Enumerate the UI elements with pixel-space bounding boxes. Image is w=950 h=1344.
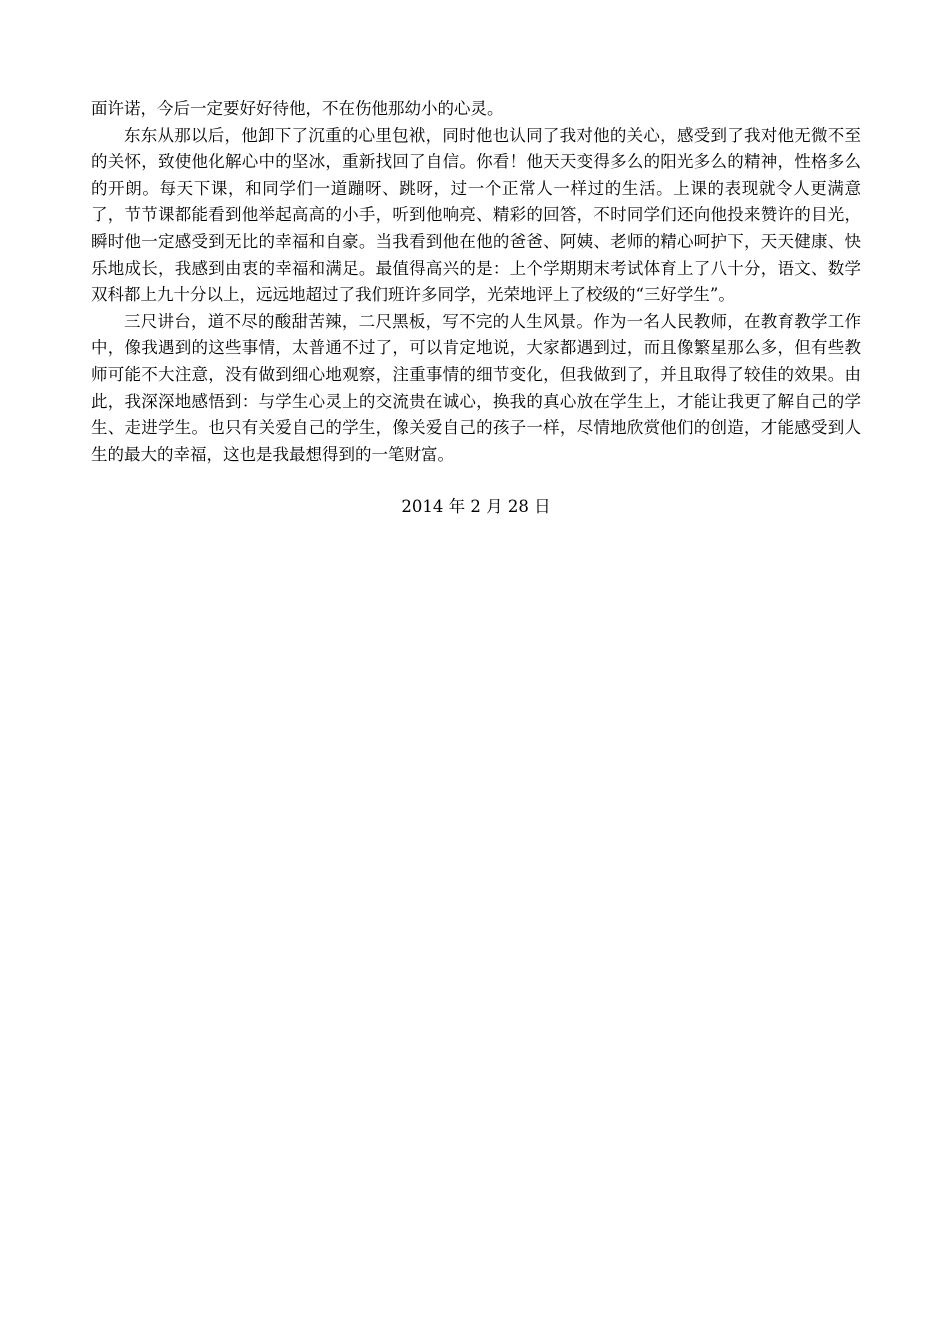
document-body [91,96,861,521]
document-date: 2014 年 2 月 28 日 [401,497,551,517]
paragraph-3: 三尺讲台，道不尽的酸甜苦辣，二尺黑板，写不完的人生风景。作为一名人民教师，在教育教学工作中，像我遇到的这些事情，太普通不过了，可以肯定地说，大家都遇到过，而且像繁星那么多，但有些教师可能不大注意，没有做到细心地观察，注重事情的细节变化，但我做到了，并且取得了较佳的效果。由此，我深深地感悟到：与学生心灵上的交流贵在诚心，换我的真心放在学生上，才能让我更了解自己的学生、走进学生。也只有关爱自己的学生，像关爱自己的孩子一样，尽情地欣赏他们的创造，才能感受到人生的最大的幸福，这也是我最想得到的一笔财富。 [91,311,861,464]
paragraph-2: 东东从那以后，他卸下了沉重的心里包袱，同时他也认同了我对他的关心，感受到了我对他无微不至的关怀，致使他化解心中的坚冰，重新找回了自信。你看！他天天变得多么的阳光多么的精神，性格多么的开朗。每天下课，和同学们一道蹦呀、跳呀，过一个正常人一样过的生活。上课的表现就令人更满意了，节节课都能看到他举起高高的小手，听到他响亮、精彩的回答，不时同学们还向他投来赞许的目光，瞬时他一定感受到无比的幸福和自豪。当我看到他在他的爸爸、阿姨、老师的精心呵护下，天天健康、快乐地成长，我感到由衷的幸福和满足。最值得高兴的是：上个学期期末考试体育上了八十分，语文、数学双科都上九十分以上，远远地超过了我们班许多同学，光荣地评上了校级的“三好学生”。 [91,125,861,305]
paragraph-1: 面许诺，今后一定要好好待他，不在伤他那幼小的心灵。 [91,99,504,118]
